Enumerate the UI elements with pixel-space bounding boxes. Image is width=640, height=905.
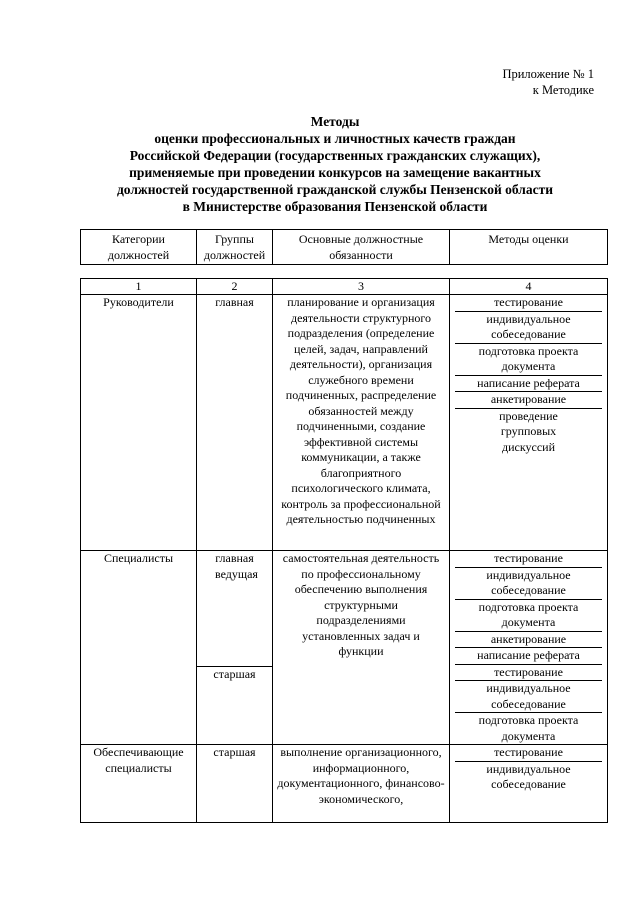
method-item: написание реферата — [455, 647, 602, 664]
title-line: оценки профессиональных и личностных качеств граждан — [154, 131, 516, 146]
group-cell — [197, 551, 273, 745]
column-number: 2 — [197, 279, 273, 295]
method-item: подготовка проекта документа — [455, 599, 602, 631]
method-item: подготовка проекта документа — [455, 712, 602, 744]
header-table — [80, 229, 608, 265]
method-item: написание реферата — [455, 375, 602, 392]
methods-cell — [450, 551, 608, 745]
header-group: Группы должностей — [197, 230, 273, 265]
method-item: тестирование — [494, 745, 563, 759]
table-row-support-specialists — [81, 745, 608, 823]
appendix-line-1: Приложение № 1 — [502, 67, 594, 81]
category-cell: Специалисты — [81, 551, 197, 745]
document-title — [80, 113, 590, 215]
header-category: Категории должностей — [81, 230, 197, 265]
methods-cell — [450, 745, 608, 823]
category-cell: Руководители — [81, 295, 197, 551]
method-item: индивидуальное собеседование — [455, 567, 602, 599]
group-cell: главная — [197, 295, 273, 551]
group-sub: старшая — [197, 666, 272, 744]
title-line: Методы — [310, 114, 360, 129]
method-item: индивидуальное собеседование — [455, 311, 602, 343]
category-cell: Обеспечивающие специалисты — [81, 745, 197, 823]
appendix-note — [502, 66, 594, 98]
duties-cell: самостоятельная деятельность по профессиональному обеспечению выполнения структурными подразделениями установленных задач и функции — [273, 551, 450, 745]
method-item: анкетирование — [455, 631, 602, 648]
method-item: анкетирование — [455, 391, 602, 408]
duties-cell: выполнение организационного, информационного, документационного, финансово-экономического, — [273, 745, 450, 823]
method-item: проведение групповых дискуссий — [455, 408, 602, 456]
method-item: подготовка проекта документа — [455, 343, 602, 375]
column-number: 1 — [81, 279, 197, 295]
header-row — [81, 230, 608, 265]
method-item: тестирование — [494, 551, 563, 565]
methods-cell — [450, 295, 608, 551]
table-row-specialists — [81, 551, 608, 745]
group-sub: главная ведущая — [215, 551, 258, 581]
table-row-managers — [81, 295, 608, 551]
method-item: индивидуальное собеседование — [455, 680, 602, 712]
header-methods: Методы оценки — [450, 230, 608, 265]
header-duties: Основные должностные обязанности — [273, 230, 450, 265]
group-cell: старшая — [197, 745, 273, 823]
methods-table — [80, 278, 608, 823]
method-item: тестирование — [455, 664, 602, 681]
duties-cell: планирование и организация деятельности структурного подразделения (определение целей, задач, направлений деятельности), организация служебного времени подчиненных, распределение обязанностей между подчиненными, создание эффективной системы коммуникации, а также благоприятного психологического климата, контроль за профессиональной деятельностью подчиненных — [273, 295, 450, 551]
title-line: в Министерстве образования Пензенской области — [182, 199, 488, 214]
method-item: тестирование — [494, 295, 563, 309]
column-number: 3 — [273, 279, 450, 295]
appendix-line-2: к Методике — [532, 83, 594, 97]
method-item: индивидуальное собеседование — [455, 761, 602, 793]
title-line: должностей государственной гражданской службы Пензенской области — [116, 182, 554, 197]
column-number: 4 — [450, 279, 608, 295]
title-line: применяемые при проведении конкурсов на замещение вакантных — [129, 165, 541, 180]
column-numbers-row — [81, 279, 608, 295]
title-line: Российской Федерации (государственных гражданских служащих), — [129, 148, 541, 163]
